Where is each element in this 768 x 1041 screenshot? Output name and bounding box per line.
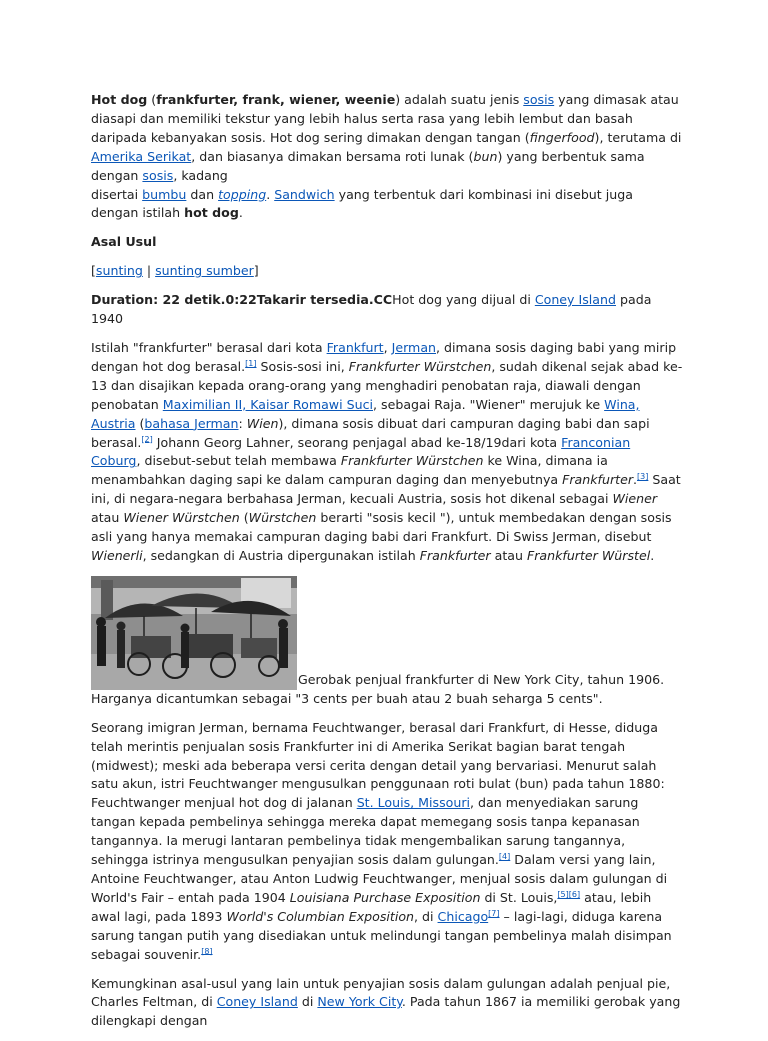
text: , xyxy=(383,339,392,355)
text: . xyxy=(633,472,638,488)
text: disertai xyxy=(91,186,143,202)
text: atau xyxy=(490,547,527,563)
link-topping[interactable] xyxy=(218,187,266,202)
text: – lagi-lagi, diduga karena sarung tangan putih yang disediakan untuk melindungi tangan pembelinya malah disimpan sebagai souvenir. xyxy=(91,908,672,962)
ref-5-6[interactable] xyxy=(557,890,580,899)
link-bumbu[interactable]: bumbu xyxy=(142,186,187,202)
article-body xyxy=(91,91,683,1041)
link-bahasa-jerman[interactable]: bahasa Jerman xyxy=(144,415,239,431)
text: ( xyxy=(135,415,145,431)
text: ), terutama di xyxy=(594,129,682,145)
text: , sudah dikenal sejak abad ke-13 dan disajikan kepada orang-orang yang menghadiri penobatan raja, diawali dengan penobatan xyxy=(91,358,683,412)
intro-paragraph xyxy=(91,91,683,223)
text: Sosis-sosi ini, xyxy=(256,358,349,374)
italic: World's Columbian Exposition xyxy=(226,908,415,924)
ref-2[interactable] xyxy=(141,434,152,443)
ref-link[interactable]: [1] xyxy=(245,358,257,368)
text: ) adalah suatu jenis xyxy=(395,92,524,107)
ref-link[interactable]: [4] xyxy=(498,851,511,861)
text: ( xyxy=(147,92,157,107)
text: ( xyxy=(239,510,249,526)
italic: Wiener xyxy=(612,491,658,507)
edit-links xyxy=(91,262,683,281)
text: di St. Louis, xyxy=(480,889,558,905)
ref-7[interactable] xyxy=(488,909,499,918)
text: atau xyxy=(91,510,124,526)
text: ), dimana sosis dibuat dari campuran daging babi dan sapi berasal. xyxy=(91,415,650,450)
text: Hot dog yang dijual di xyxy=(392,292,535,308)
text: ke Wina, dimana ia menambahkan daging sapi ke dalam campuran daging dan menyebutnya xyxy=(91,453,608,488)
text: . Pada tahun 1867 ia memiliki gerobak yang dilengkapi dengan xyxy=(91,994,681,1029)
text: Istilah "frankfurter" berasal dari kota xyxy=(91,339,327,355)
ref-link[interactable]: [2] xyxy=(141,434,153,444)
link-amerika-serikat[interactable]: Amerika Serikat xyxy=(91,148,192,164)
text: Dalam versi yang lain, Antoine Feuchtwanger, atau Anton Ludwig Feuchtwanger, menjual sosis dalam gulungan di World's Fair – entah pada 1904 xyxy=(91,852,668,905)
text: , disebut-sebut telah membawa xyxy=(136,453,341,469)
link-sosis-2[interactable]: sosis xyxy=(142,167,174,183)
link-jerman[interactable]: Jerman xyxy=(391,339,437,355)
link-frankfurt[interactable]: Frankfurt xyxy=(326,339,384,355)
bun-italic: bun xyxy=(473,148,498,164)
figure-paragraph xyxy=(91,576,683,709)
vendor-cart-photo[interactable] xyxy=(91,576,297,690)
text: . xyxy=(266,186,275,202)
link-maximilian[interactable]: Maximilian II, Kaisar Romawi Suci xyxy=(162,396,374,412)
text: , dan biasanya dimakan bersama roti lunak ( xyxy=(191,148,474,164)
section-heading xyxy=(91,233,683,252)
term-end-bold: hot dog xyxy=(184,205,239,221)
text: ) yang berbentuk sama dengan xyxy=(91,148,645,183)
link-coburg[interactable]: Coburg xyxy=(91,453,137,469)
ref-link[interactable]: [7] xyxy=(488,908,500,918)
link-sandwich[interactable]: Sandwich xyxy=(274,186,335,202)
text: Kemungkinan asal-usul yang lain untuk penyajian sosis dalam gulungan adalah penjual pie, Charles Feltman, di xyxy=(91,975,671,1010)
text: Johann Georg Lahner, seorang penjagal abad ke-18/19dari kota xyxy=(152,434,562,450)
origin-paragraph xyxy=(91,719,683,965)
italic: Wiener Würstchen xyxy=(123,510,240,526)
italic: Wien xyxy=(246,415,279,431)
feltman-paragraph xyxy=(91,975,683,1032)
link-new-york-city[interactable]: New York City xyxy=(317,994,402,1010)
fingerfood-italic: fingerfood xyxy=(529,129,595,145)
italic: Frankfurter Würstel xyxy=(526,547,651,563)
ref-4[interactable] xyxy=(499,852,510,861)
text: , sedangkan di Austria dipergunakan istilah xyxy=(142,547,420,563)
media-duration: Duration: 22 detik.0:22Takarir tersedia.CC xyxy=(91,292,393,308)
link-coney-island[interactable]: Coney Island xyxy=(534,292,616,308)
figure-caption: Gerobak penjual frankfurter di New York City, tahun 1906. Harganya dicantumkan sebagai "3 cents per buah atau 2 buah seharga 5 cents". xyxy=(91,671,665,706)
aliases-bold: frankfurter, frank, wiener, weenie xyxy=(156,92,396,107)
text: di xyxy=(297,994,318,1010)
term-bold: Hot dog xyxy=(91,92,148,107)
bracket: [ xyxy=(91,263,96,279)
text: yang terbentuk dari kombinasi ini disebut juga dengan istilah xyxy=(91,186,633,221)
etymology-paragraph xyxy=(91,339,683,566)
text: pada 1940 xyxy=(91,292,652,327)
italic: Frankfurter Würstchen xyxy=(340,453,484,469)
text: Seorang imigran Jerman, bernama Feuchtwanger, berasal dari Frankfurt, di Hesse, diduga telah merintis penjualan sosis Frankfurter ini di Amerika Serikat bagian barat tengah (midwest); meski ada beberapa versi cerita dengan detail yang bervariasi. Menurut salah satu akun, istri Feuchtwanger mengusulkan penggunaan roti bulat (bun) pada tahun 1880: Feuchtwanger menjual hot dog di jalanan xyxy=(91,719,665,811)
text: : xyxy=(238,415,247,431)
italic: Würstchen xyxy=(248,510,317,526)
section-heading-text: Asal Usul xyxy=(91,234,157,250)
link-sosis[interactable]: sosis xyxy=(523,92,555,107)
ref-link[interactable]: [8] xyxy=(201,946,213,956)
text: yang dimasak atau diasapi dan memiliki tekstur yang lebih halus serta rasa yang lebih lembut dan basah daripada kebanyakan sosis. Hot dog sering dimakan dengan tangan ( xyxy=(91,92,679,145)
separator: | xyxy=(142,263,156,279)
edit-source-link[interactable]: sunting sumber xyxy=(155,263,254,279)
text: atau, lebih awal lagi, pada 1893 xyxy=(91,889,652,924)
text: , dimana sosis daging babi yang mirip dengan hot dog berasal. xyxy=(91,339,677,374)
text: . xyxy=(238,205,243,221)
media-caption xyxy=(91,291,683,329)
text: berarti "sosis kecil "), untuk membedakan dengan sosis asli yang hanya memakai campuran daging babi dari Frankfurt. Di Swiss Jerman, disebut xyxy=(91,510,672,545)
ref-1[interactable] xyxy=(245,359,256,368)
topping-italic: topping xyxy=(218,186,267,202)
italic: Frankfurter xyxy=(562,472,633,488)
italic: Frankfurter Würstchen xyxy=(348,358,492,374)
italic: Wienerli xyxy=(91,547,143,563)
text: , sebagai Raja. "Wiener" merujuk ke xyxy=(373,396,605,412)
link-franconian[interactable]: Franconian xyxy=(561,434,631,450)
text: Saat ini, di negara-negara berbahasa Jerman, kecuali Austria, sosis hot dikenal sebagai xyxy=(91,472,681,507)
ref-8[interactable] xyxy=(201,946,212,955)
text: . xyxy=(650,547,655,563)
italic: Louisiana Purchase Exposition xyxy=(289,889,481,905)
link-wina[interactable]: Wina, Austria xyxy=(91,396,640,431)
italic: Frankfurter xyxy=(419,547,491,563)
text: , kadang xyxy=(173,167,228,183)
text: , di xyxy=(414,908,438,924)
link-coney-island-2[interactable]: Coney Island xyxy=(216,994,298,1010)
link-chicago[interactable]: Chicago xyxy=(437,908,489,924)
text: , dan menyediakan sarung tangan kepada pembelinya sehingga mereka dapat memegang sosis tanpa kepanasan tangannya. Ia merugi lantaran pembelinya tidak mengembalikan sarung tangannya, sehingga istrinya mengusulkan penyajian sosis dalam gulungan. xyxy=(91,795,640,868)
link-st-louis[interactable]: St. Louis, Missouri xyxy=(356,795,471,811)
bracket: ] xyxy=(253,263,259,279)
text: dan xyxy=(186,186,219,202)
ref-3[interactable] xyxy=(637,472,648,481)
edit-link[interactable]: sunting xyxy=(95,263,143,279)
ref-link[interactable]: [5][6] xyxy=(557,889,581,899)
ref-link[interactable]: [3] xyxy=(637,472,649,482)
photo-svg xyxy=(91,576,297,690)
